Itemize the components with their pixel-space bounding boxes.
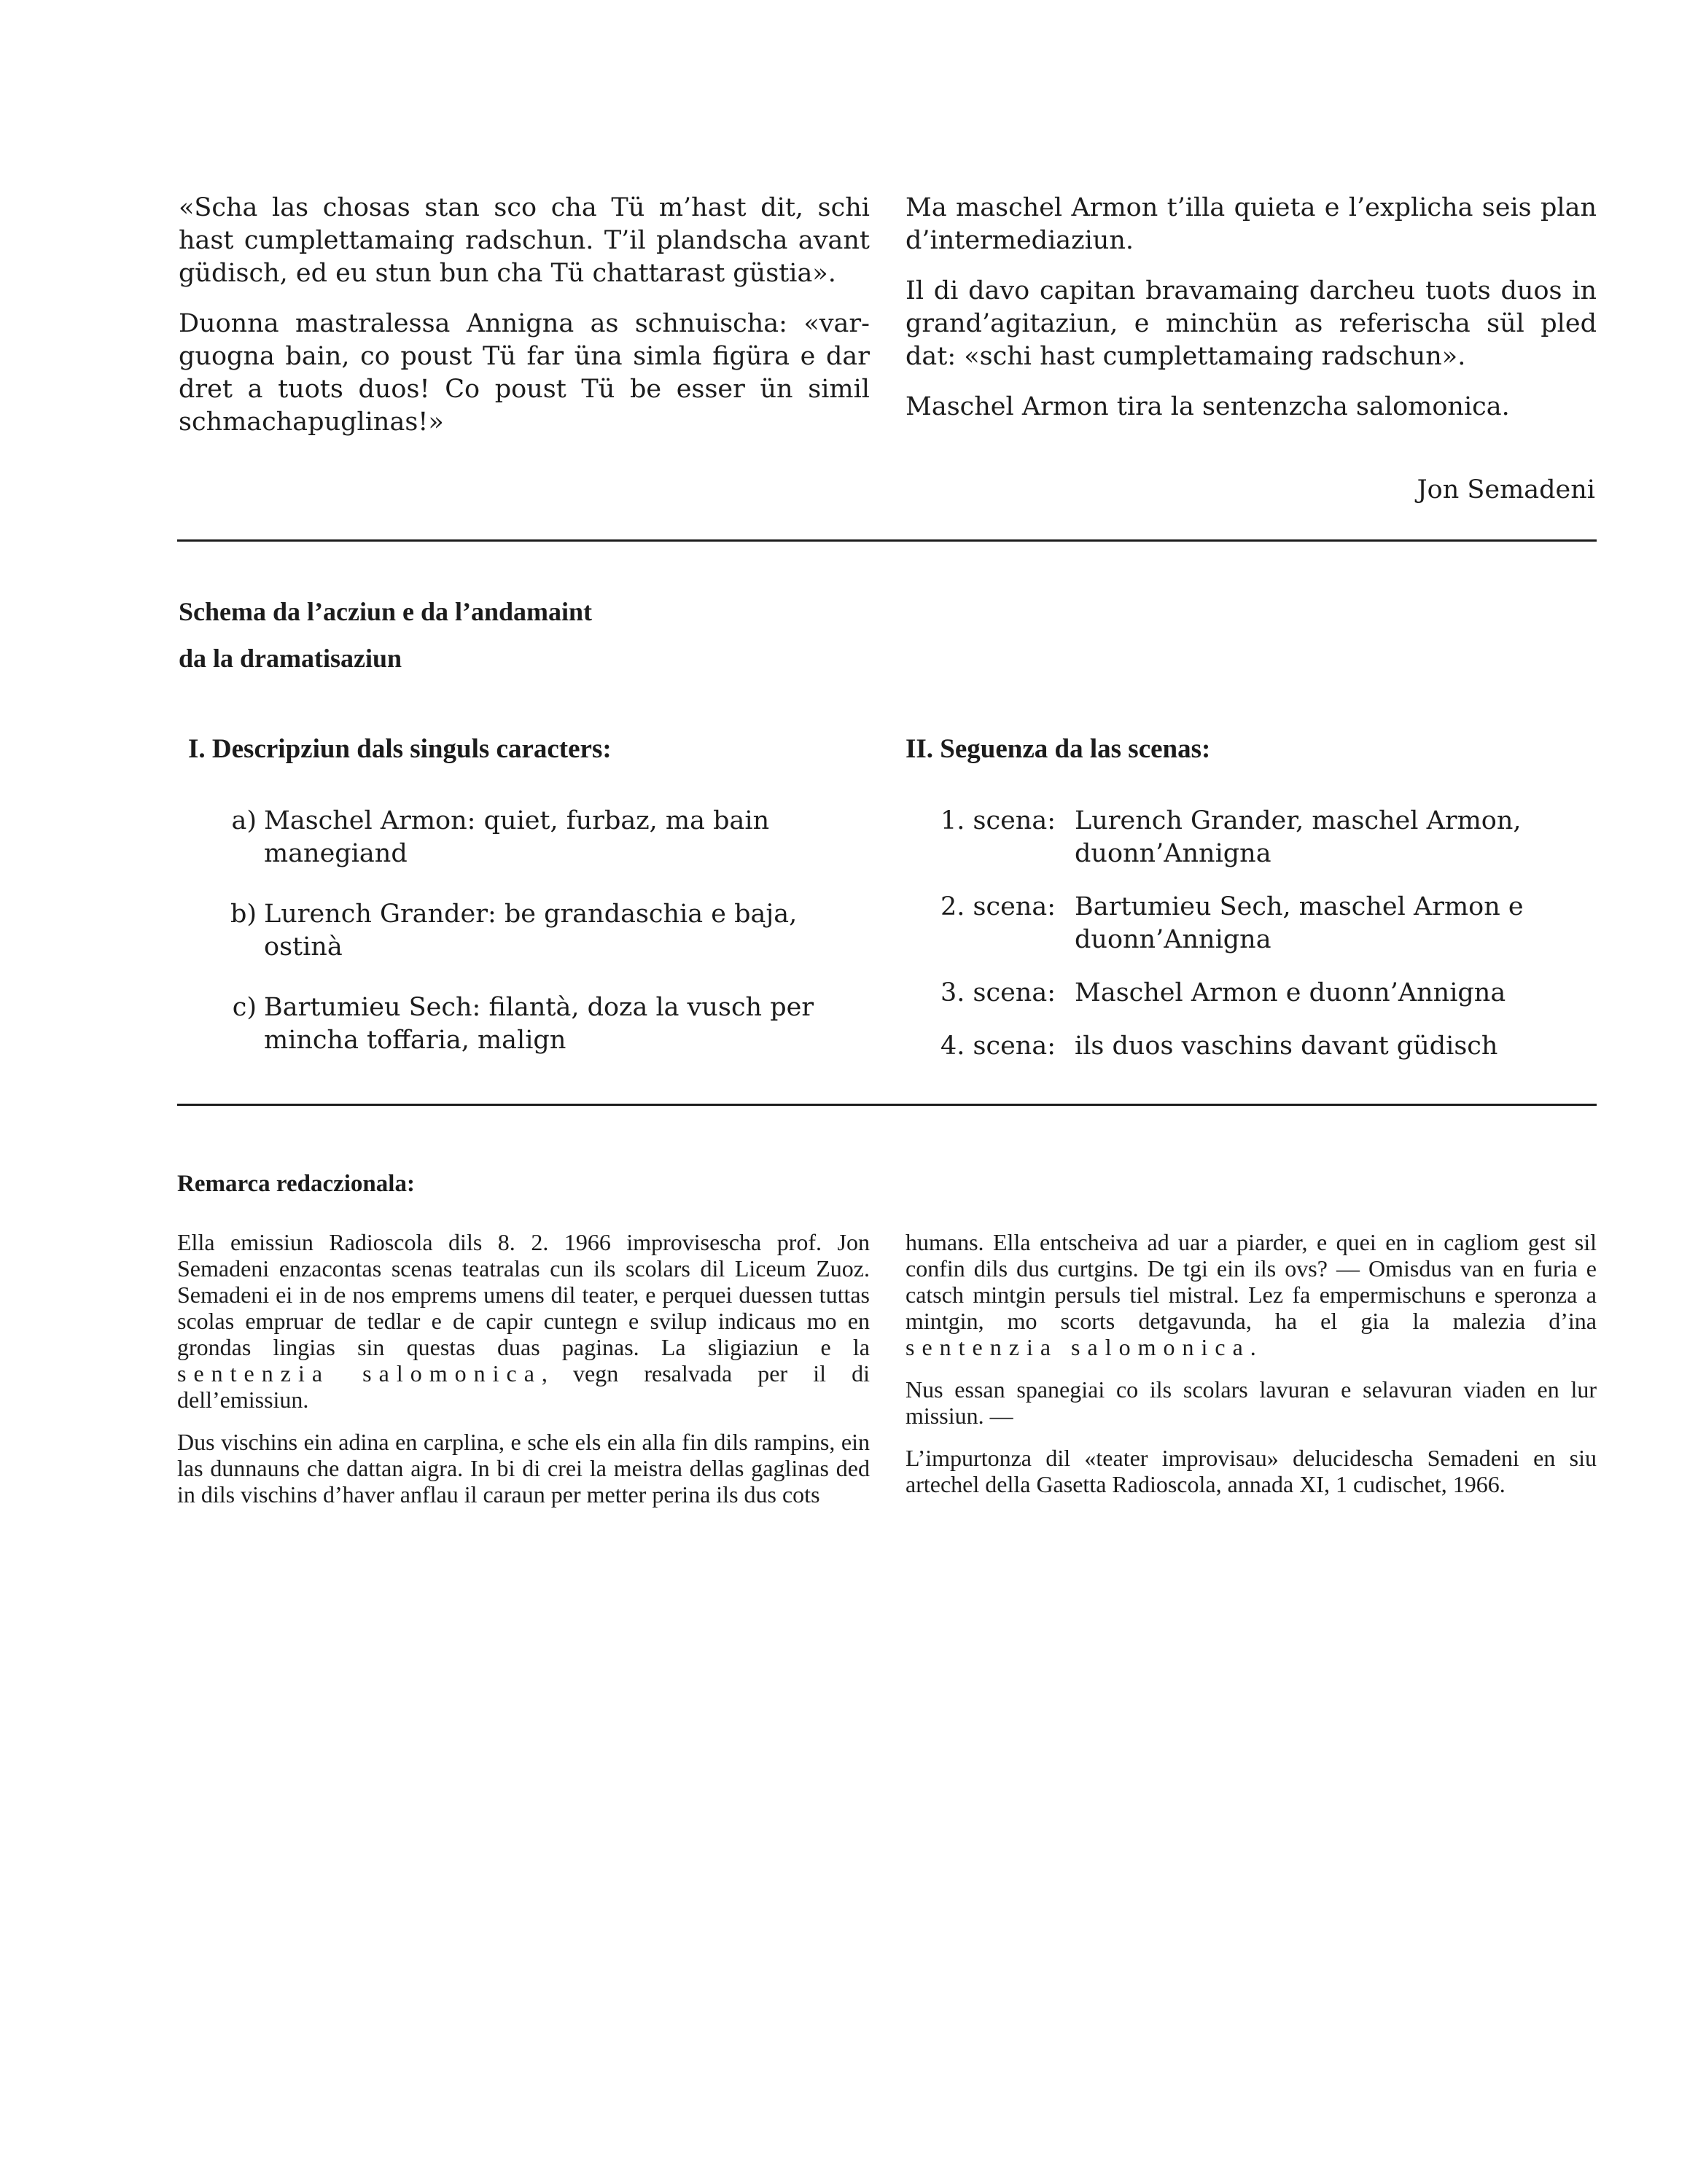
divider [177,539,1597,542]
section-title: da la dramatisaziun [179,644,402,673]
scene-text: ils duos vaschins davant güdisch [1075,1031,1498,1061]
list-item [219,898,860,964]
paragraph: Dus vischins ein adina en carplina, e sche els ein alla fin dils rampins, ein las dunnauns che dattan aigra. In bi di crei la meistra dellas gaglinas ded in dils vischins d’haver anflau il caraun per metter perina ils dus cots [177,1429,870,1508]
list-item [219,805,860,870]
list-text: Maschel Armon: quiet, furbaz, ma bain manegiand [264,806,770,868]
list-item [940,977,1597,1010]
paragraph: Il di davo capitan bravamaing darcheu tuots duos in grand’agitaziun, e minchün as referischa sül pled dat: «schi hast cumplettamaing radschun». [905,276,1597,371]
text-run: humans. Ella entscheiva ad uar a piarder, e quei en in cagliom gest sil confin dils dus curtgins. De tgi ein ils ovs? — Omisdus van en furia e catsch mintgin persuls tiel mistral. Lez fa empermischuns e speronza a mintgin, mo scorts detgavunda, ha el gia la malezia d’ina [905,1229,1597,1334]
list-text: Bartumieu Sech: filantà, doza la vusch per mincha toffaria, malign [264,993,814,1055]
spaced-text: sentenzia salomonica [177,1360,542,1387]
top-right-column [905,192,1597,441]
top-left-column [179,192,870,456]
characters-list [219,805,860,1085]
scene-text: Bartumieu Sech, maschel Armon e duonn’Annigna [1075,892,1524,954]
paragraph: Ma maschel Armon t’illa quieta e l’explicha seis plan d’intermediaziun. [905,193,1597,255]
paragraph [177,1229,870,1413]
text-run: . [1250,1334,1256,1360]
scene-text: Maschel Armon e duonn’Annigna [1075,978,1506,1007]
list-marker: a) [231,806,257,835]
list-item [940,1030,1597,1063]
list-marker: b) [230,900,257,929]
paragraph: L’impurtonza dil «teater improvisau» delucidescha Semadeni en siu artechel della Gasetta Radioscola, annada XI, 1 cudischet, 1966. [905,1445,1597,1497]
list-item [219,991,860,1057]
scene-text: Lurench Grander, maschel Armon, duonn’Annigna [1075,806,1522,868]
divider [177,1104,1597,1106]
list-text: Lurench Grander: be grandaschia e baja, ostinà [264,900,798,962]
scene-marker: 3. scena: [940,978,1056,1007]
text-run: , vegn resalvada per il di dell’emissiun. [177,1360,870,1413]
paragraph: Nus essan spanegiai co ils scolars lavuran e selavuran viaden en lur missiun. — [905,1376,1597,1429]
spaced-text: sentenzia salomonica [905,1334,1250,1360]
scene-marker: 1. scena: [940,806,1056,835]
characters-heading: I. Descripziun dals singuls caracters: [188,734,612,764]
scene-marker: 4. scena: [940,1031,1056,1061]
list-marker: c) [232,993,257,1022]
list-item [940,891,1597,956]
paragraph: Duonna mastralessa Annigna as schnuischa: «varguogna bain, co poust Tü far üna simla figüra e dar dret a tuots duos! Co poust Tü be esser ün simil schmachapuglinas!» [179,309,870,437]
signature: Jon Semadeni [1417,475,1595,504]
paragraph: «Scha las chosas stan sco cha Tü m’hast dit, schi hast cumplettamaing radschun. T’il plandscha avant güdisch, ed eu stun bun cha Tü chattarast güstia». [179,193,870,288]
list-item [940,805,1597,870]
remarca-left-column [177,1229,870,1524]
scenes-list [940,805,1597,1083]
text-run: Ella emissiun Radioscola dils 8. 2. 1966 improvisescha prof. Jon Semadeni enzacontas scenas teatralas cun ils scolars dil Liceum Zuoz. Semadeni ei in de nos emprems umens dil teater, e perquei duessen tuttas scolas empruar de tedlar e de capir cuntegn e svilup indicaus mo en grondas lingias sin questas duas paginas. La sligiaziun e la [177,1229,870,1360]
remarca-heading: Remarca redaczionala: [177,1171,415,1197]
paragraph [905,1229,1597,1360]
scenes-heading: II. Seguenza da las scenas: [905,734,1211,764]
scene-marker: 2. scena: [940,892,1056,921]
section-title: Schema da l’acziun e da l’andamaint [179,597,593,626]
remarca-right-column [905,1229,1597,1513]
paragraph: Maschel Armon tira la sentenzcha salomonica. [905,392,1510,421]
